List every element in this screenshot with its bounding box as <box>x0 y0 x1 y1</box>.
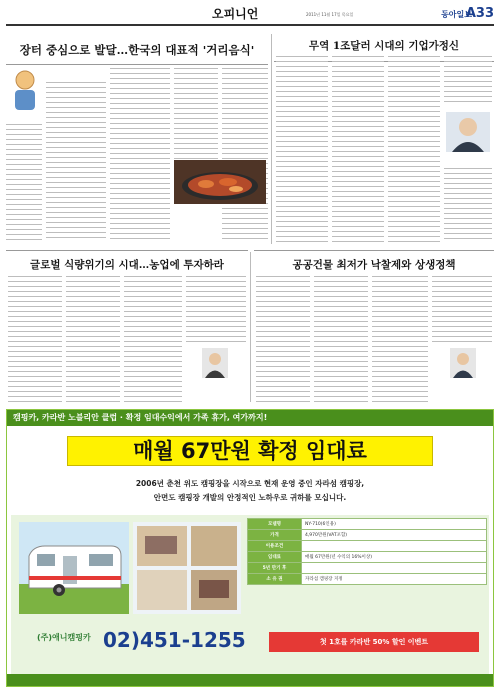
spec-value <box>302 541 487 552</box>
spec-row <box>248 563 487 574</box>
headline-street-food: 장터 중심으로 발달…한국의 대표적 '거리음식' <box>19 43 255 57</box>
column-4-text-block <box>186 276 246 342</box>
ad-bottom-bar <box>7 674 493 686</box>
column-3-text-block <box>388 56 440 242</box>
column-1-text-block <box>256 276 310 402</box>
spec-row <box>248 519 487 530</box>
caravan-photo-secondary <box>133 522 241 614</box>
column-1-text-block <box>276 56 328 242</box>
spec-value: 매월 67만원(년 수익의 16%이상) <box>302 552 487 563</box>
article-body <box>256 276 310 290</box>
column-4-text-block <box>432 276 492 342</box>
page-number: A33 <box>465 6 494 21</box>
phone-number: 02)451-1255 <box>103 628 246 652</box>
column-4-text-block <box>222 68 268 242</box>
article-public-building <box>254 250 494 404</box>
spec-key: 5년 만기 후 <box>248 563 302 574</box>
headline-public-building: 공공건물 최저가 낙찰제와 상생정책 <box>292 259 456 271</box>
column-2-text-block <box>332 56 384 242</box>
section-title: 오피니언 <box>212 7 259 21</box>
column-2-text-block <box>314 276 368 402</box>
spec-table <box>247 518 487 585</box>
headline-trade: 무역 1조달러 시대의 기업가정신 <box>308 40 460 52</box>
spec-value <box>302 563 487 574</box>
column-2-text-block <box>110 68 170 242</box>
author-photo <box>450 348 476 378</box>
column-0-text-block <box>6 124 42 242</box>
column-divider <box>271 34 272 244</box>
column-4-text-block <box>444 56 492 106</box>
column-3-text-block <box>372 276 428 402</box>
column-1-text-block <box>8 276 62 402</box>
ad-top-bar: 캠핑카, 카라반 노블리안 클럽 · 확정 임대수익에서 가족 휴가, 여가까지! <box>7 410 493 426</box>
spec-value: 자라섬 캠핑장 지정 <box>302 574 487 585</box>
spec-row <box>248 530 487 541</box>
spec-value: NY-710(6인용) <box>302 519 487 530</box>
spec-row <box>248 574 487 585</box>
column-1-text-block <box>46 82 106 242</box>
spec-key: 임대료 <box>248 552 302 563</box>
column-4-lower-text-block <box>444 168 492 242</box>
author-photo <box>202 348 228 378</box>
spec-value: 4,970만원(VAT포함) <box>302 530 487 541</box>
masthead <box>6 4 494 26</box>
spec-row <box>248 552 487 563</box>
column-divider <box>250 252 251 402</box>
headline-rule <box>6 64 268 65</box>
caravan-advertisement <box>6 409 494 687</box>
ad-copy-line-2: 안면도 캠핑장 개발의 안정적인 노하우로 귀하를 모십니다. <box>153 493 347 502</box>
spec-row <box>248 541 487 552</box>
author-illustration <box>8 66 42 116</box>
spec-key: 가격 <box>248 530 302 541</box>
spec-key: 소 유 권 <box>248 574 302 585</box>
article-food <box>6 250 248 404</box>
ad-headline: 매월 67만원 확정 임대료 <box>67 436 433 466</box>
ad-copy-line-1: 2006년 춘천 위도 캠핑장을 시작으로 현재 운영 중인 자라섬 캠핑장, <box>135 479 365 488</box>
newspaper-name: 동아일보 <box>441 9 472 19</box>
article-body <box>8 276 62 290</box>
top-rule <box>254 250 494 251</box>
gopchang-photo <box>174 160 266 204</box>
promo-banner: 첫 1호를 카라반 50% 할인 이벤트 <box>269 632 479 652</box>
article-body <box>276 56 328 70</box>
spec-key: 모델명 <box>248 519 302 530</box>
article-street-food <box>6 34 268 246</box>
top-rule <box>6 250 248 251</box>
article-trade <box>274 34 494 246</box>
author-photo <box>446 112 490 152</box>
spec-key: 이용조건 <box>248 541 302 552</box>
article-body <box>46 68 106 82</box>
headline-food: 글로벌 식량위기의 시대…농업에 투자하라 <box>30 259 224 271</box>
issue-date: 2011년 11월 17일 목요일 <box>306 12 354 17</box>
company-name: (주)애니캠핑카 <box>37 633 91 642</box>
caravan-photo-main <box>19 522 129 614</box>
column-3-text-block <box>124 276 182 402</box>
column-2-text-block <box>66 276 120 402</box>
